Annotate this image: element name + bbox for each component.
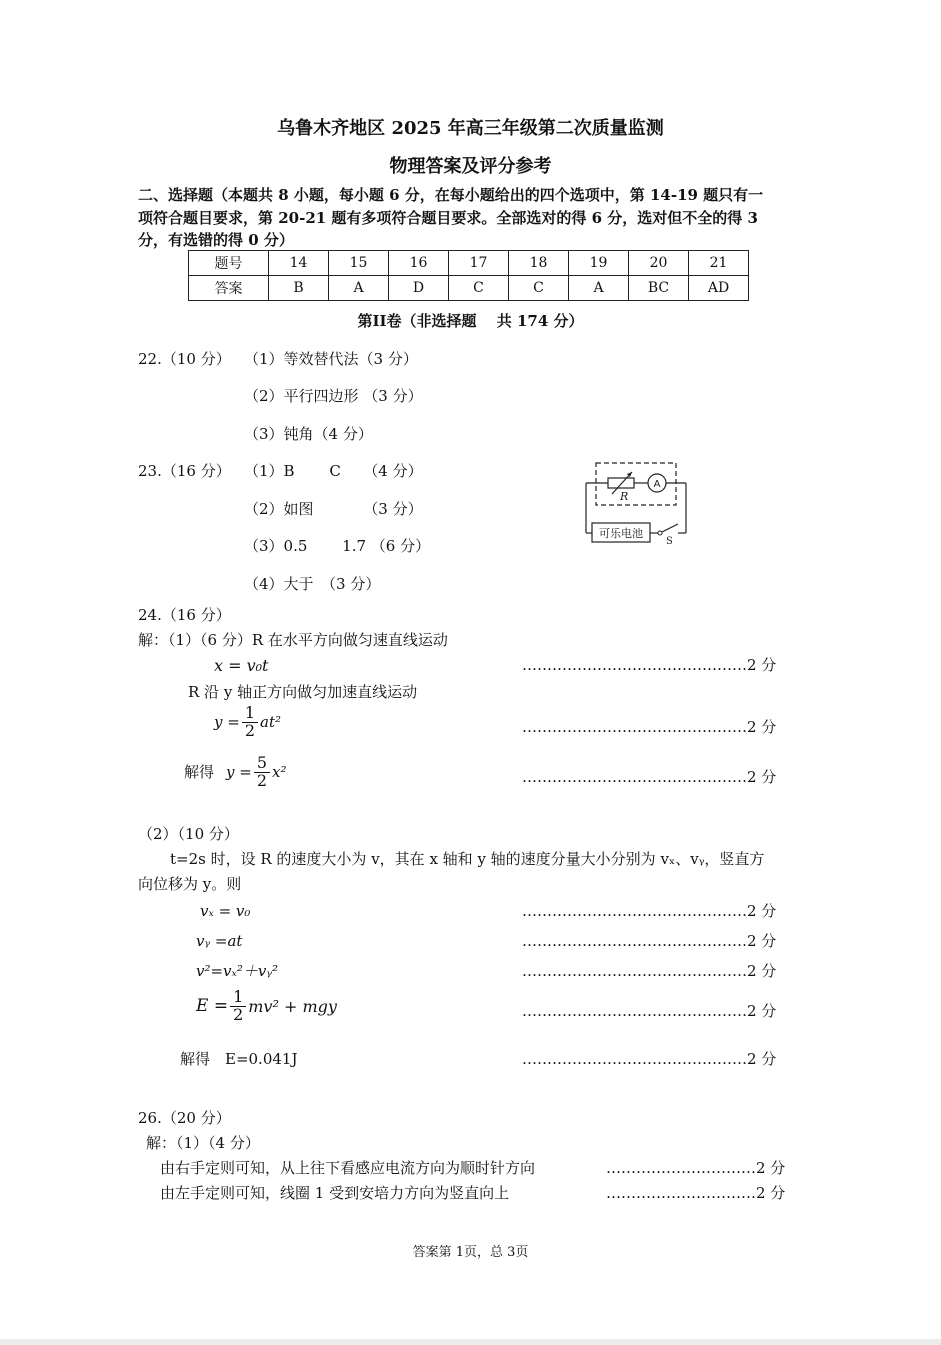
eq3-prefix: 解得 xyxy=(184,763,215,782)
q24-part2-text2: 向位移为 y。则 xyxy=(138,875,242,893)
q24-eq3 xyxy=(184,755,287,790)
table-header-cell: 题号 xyxy=(189,251,269,276)
answer-cell: BC xyxy=(629,276,689,301)
fraction xyxy=(254,755,270,790)
eq7-rhs: mv² + mgy xyxy=(248,996,337,1016)
answer-table-row-numbers xyxy=(189,251,749,276)
q24-text2: R 沿 y 轴正方向做匀加速直线运动 xyxy=(188,683,418,701)
table-header-cell: 答案 xyxy=(189,276,269,301)
battery-label: 可乐电池 xyxy=(599,527,643,540)
score-dots: ………………………………………2 分 xyxy=(522,932,777,950)
answer-table-row-answers xyxy=(189,276,749,301)
q24-part2-text1: t=2s 时，设 R 的速度大小为 v，其在 x 轴和 y 轴的速度分量大小分别为 vₓ、vᵧ，竖直方 xyxy=(170,850,765,868)
q26-line2: 由左手定则可知，线圈 1 受到安培力方向为竖直向上 xyxy=(160,1184,510,1202)
switch-label: S xyxy=(666,536,673,547)
answer-cell: B xyxy=(269,276,329,301)
fraction-denominator: 2 xyxy=(244,720,255,740)
q26-line1: 由右手定则可知，从上往下看感应电流方向为顺时针方向 xyxy=(160,1159,536,1177)
q23-item: （1）B C （4 分） xyxy=(244,462,423,480)
q24-eq2 xyxy=(214,705,281,740)
switch-symbol xyxy=(662,524,678,532)
q23-item: （2）如图 （3 分） xyxy=(244,500,423,518)
fraction xyxy=(230,989,246,1024)
q24-part1-intro: 解：（1）（6 分）R 在水平方向做匀速直线运动 xyxy=(138,631,448,649)
fraction-numerator: 1 xyxy=(230,989,246,1007)
page-footer: 答案第 1页，总 3页 xyxy=(412,1245,529,1260)
score-dots: ………………………………………2 分 xyxy=(522,902,777,920)
answer-table xyxy=(188,250,749,301)
eq3-rhs: x² xyxy=(272,763,287,782)
answer-cell: AD xyxy=(689,276,749,301)
q26-label: 26.（20 分） xyxy=(138,1109,231,1127)
score-dots: ………………………………………2 分 xyxy=(522,718,777,736)
fraction-denominator: 2 xyxy=(233,1004,244,1024)
mc-instructions-line3: 分，有选错的得 0 分） xyxy=(138,231,294,249)
mc-instructions-line2: 项符合题目要求，第 20-21 题有多项符合题目要求。全部选对的得 6 分，选对但不全的得 3 xyxy=(138,209,758,227)
circuit-diagram xyxy=(578,456,698,548)
question-number-cell: 16 xyxy=(389,251,449,276)
score-dots: ………………………………………2 分 xyxy=(522,656,777,674)
q23-item: （3）0.5 1.7 （6 分） xyxy=(244,537,431,555)
answer-cell: A xyxy=(569,276,629,301)
score-dots: …………………………2 分 xyxy=(606,1184,786,1202)
answer-cell: D xyxy=(389,276,449,301)
part2-heading: 第II卷（非选择题 共 174 分） xyxy=(357,312,584,330)
q22-label: 22.（10 分） xyxy=(138,350,231,368)
question-number-cell: 14 xyxy=(269,251,329,276)
q22-item: （2）平行四边形 （3 分） xyxy=(244,387,423,405)
question-number-cell: 20 xyxy=(629,251,689,276)
q23-item: （4）大于 （3 分） xyxy=(244,575,381,593)
q22-item: （3）钝角（4 分） xyxy=(244,425,373,443)
fraction-numerator: 1 xyxy=(242,705,258,723)
ammeter-label: A xyxy=(653,479,661,490)
eq3-lhs: y = xyxy=(226,763,252,782)
bottom-edge xyxy=(0,1339,941,1345)
score-dots: ………………………………………2 分 xyxy=(522,768,777,786)
score-dots: …………………………2 分 xyxy=(606,1159,786,1177)
score-dots: ………………………………………2 分 xyxy=(522,1050,777,1068)
question-number-cell: 21 xyxy=(689,251,749,276)
question-number-cell: 18 xyxy=(509,251,569,276)
fraction-numerator: 5 xyxy=(254,755,270,773)
q24-eq8: 解得 E=0.041J xyxy=(180,1050,298,1068)
page-title: 乌鲁木齐地区 2025 年高三年级第二次质量监测 xyxy=(277,118,664,139)
eq7-lhs: E = xyxy=(196,996,229,1017)
answer-cell: C xyxy=(509,276,569,301)
q24-part2-label: （2）（10 分） xyxy=(138,825,239,843)
answer-cell: C xyxy=(449,276,509,301)
resistor-label: R xyxy=(620,490,629,503)
q26-part1: 解：（1）（4 分） xyxy=(146,1134,260,1152)
eq2-lhs: y = xyxy=(214,713,240,732)
page-subtitle: 物理答案及评分参考 xyxy=(389,156,552,177)
question-number-cell: 15 xyxy=(329,251,389,276)
answer-cell: A xyxy=(329,276,389,301)
mc-instructions-line1: 二、选择题（本题共 8 小题，每小题 6 分，在每小题给出的四个选项中，第 14-19 题只有一 xyxy=(138,186,764,204)
q22-item: （1）等效替代法（3 分） xyxy=(244,350,418,368)
question-number-cell: 17 xyxy=(449,251,509,276)
fraction xyxy=(242,705,258,740)
score-dots: ………………………………………2 分 xyxy=(522,962,777,980)
resistor-symbol xyxy=(608,478,634,488)
q24-eq5: vᵧ =at xyxy=(196,932,243,950)
q24-eq4: vₓ = v₀ xyxy=(200,902,251,920)
q23-label: 23.（16 分） xyxy=(138,462,231,480)
eq2-rhs: at² xyxy=(260,713,281,732)
q24-eq7 xyxy=(196,989,337,1024)
q24-eq6: v²=vₓ²＋vᵧ² xyxy=(196,962,279,980)
q24-eq1: x = v₀t xyxy=(214,656,269,675)
score-dots: ………………………………………2 分 xyxy=(522,1002,777,1020)
question-number-cell: 19 xyxy=(569,251,629,276)
fraction-denominator: 2 xyxy=(256,770,268,790)
q24-label: 24.（16 分） xyxy=(138,606,231,624)
